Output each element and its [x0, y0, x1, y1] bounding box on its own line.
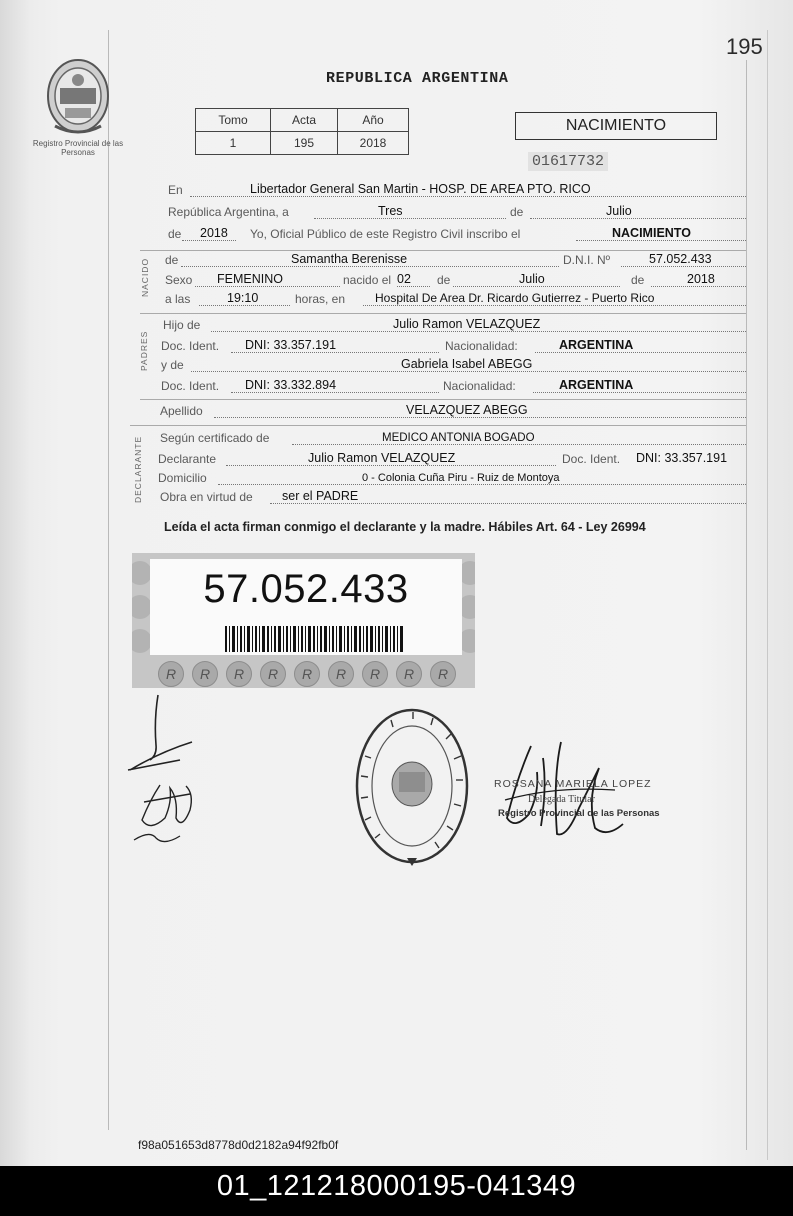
- domicilio-value: 0 - Colonia Cuña Piru - Ruiz de Montoya: [362, 472, 560, 484]
- apellido-value: VELAZQUEZ ABEGG: [406, 403, 528, 417]
- father-doc: DNI: 33.357.191: [245, 338, 337, 352]
- domicilio-label: Domicilio: [158, 471, 207, 485]
- mother-doc-label: Doc. Ident.: [161, 379, 220, 393]
- section-divider: [140, 399, 746, 400]
- document-title: REPUBLICA ARGENTINA: [326, 70, 509, 87]
- dni-label: D.N.I. Nº: [563, 253, 611, 267]
- sticker-watermark-row: [132, 659, 475, 687]
- watermark-r: R: [396, 661, 422, 687]
- registrar-role: Delegada Titular: [528, 794, 595, 805]
- birth-de2-label: de: [631, 273, 645, 287]
- birth-month: Julio: [519, 272, 545, 286]
- line-date: [168, 203, 746, 222]
- father-name: Julio Ramon VELAZQUEZ: [393, 317, 541, 331]
- inscribo-value: NACIMIENTO: [612, 226, 691, 240]
- watermark-r: R: [362, 661, 388, 687]
- watermark-r: R: [192, 661, 218, 687]
- side-label-declarante: DECLARANTE: [133, 435, 143, 503]
- register-table: [195, 108, 409, 155]
- declarant-signature-icon: [120, 690, 210, 850]
- register-value-acta: 195: [271, 132, 338, 155]
- year-de-label: de: [168, 227, 182, 241]
- footer-document-id: 01_121218000195-041349: [216, 1170, 577, 1202]
- registrar-office: Registro Provincial de las Personas: [498, 808, 660, 819]
- official-stamp-icon: [353, 706, 471, 868]
- sexo-value: FEMENINO: [217, 272, 283, 286]
- certificado-label: Según certificado de: [160, 431, 270, 445]
- right-margin-line: [746, 60, 747, 1150]
- dni-value: 57.052.433: [649, 252, 712, 266]
- barcode-icon: [225, 626, 405, 652]
- y-de-label: y de: [161, 358, 184, 372]
- declarante-doc-label: Doc. Ident.: [562, 452, 621, 466]
- republica-label: República Argentina, a: [168, 205, 289, 219]
- month-value: Julio: [606, 204, 632, 218]
- obra-value: ser el PADRE: [282, 489, 359, 503]
- line-obra: [160, 488, 746, 507]
- line-sexo: [165, 271, 746, 290]
- de-label: de: [510, 205, 524, 219]
- declarante-name: Julio Ramon VELAZQUEZ: [308, 451, 456, 465]
- father-nac-label: Nacionalidad:: [445, 339, 518, 353]
- birth-de-label: de: [437, 273, 451, 287]
- page-edge-line: [767, 30, 768, 1160]
- hijo-label: Hijo de: [163, 318, 201, 332]
- nacido-label: nacido el: [343, 273, 392, 287]
- father-nationality: ARGENTINA: [559, 338, 634, 352]
- alas-label: a las: [165, 292, 191, 306]
- line-name: [165, 251, 746, 270]
- side-label-padres: PADRES: [139, 330, 149, 371]
- en-label: En: [168, 183, 183, 197]
- horas-label: horas, en: [295, 292, 346, 306]
- watermark-r: R: [294, 661, 320, 687]
- line-inscribo: [168, 225, 746, 244]
- name-de-label: de: [165, 253, 179, 267]
- birth-day: 02: [397, 272, 411, 286]
- mother-nationality: ARGENTINA: [559, 378, 634, 392]
- dni-sticker: [132, 553, 475, 688]
- sticker-label: [150, 559, 462, 655]
- provincial-seal-icon: [43, 56, 113, 136]
- time-value: 19:10: [227, 291, 259, 305]
- mother-name: Gabriela Isabel ABEGG: [401, 357, 533, 371]
- birth-place: Hospital De Area Dr. Ricardo Gutierrez - Puerto Rico: [375, 291, 655, 305]
- register-header-tomo: Tomo: [196, 109, 271, 132]
- child-name: Samantha Berenisse: [291, 252, 408, 266]
- section-divider: [140, 313, 746, 314]
- register-header-acta: Acta: [271, 109, 338, 132]
- line-hora: [165, 290, 746, 309]
- register-value-ano: 2018: [338, 132, 409, 155]
- register-header-ano: Año: [338, 109, 409, 132]
- line-declarante: [158, 450, 746, 469]
- father-doc-label: Doc. Ident.: [161, 339, 220, 353]
- line-certificado: [160, 429, 746, 448]
- document-hash: f98a051653d8778d0d2182a94f92fb0f: [138, 1138, 339, 1152]
- seal-caption: Registro Provincial de las Personas: [32, 139, 124, 157]
- act-type-box: NACIMIENTO: [515, 112, 717, 140]
- line-mother: [161, 356, 746, 375]
- register-value-tomo: 1: [196, 132, 271, 155]
- en-value: Libertador General San Martin - HOSP. DE AREA PTO. RICO: [250, 182, 591, 196]
- line-father-doc: [161, 337, 746, 356]
- birth-year: 2018: [687, 272, 715, 286]
- line-domicilio: [158, 469, 746, 488]
- watermark-r: R: [226, 661, 252, 687]
- yo-label: Yo, Oficial Público de este Registro Civil inscribo el: [250, 227, 521, 241]
- year-value: 2018: [200, 226, 228, 240]
- line-father: [163, 316, 746, 335]
- watermark-r: R: [430, 661, 456, 687]
- page-number: 195: [726, 34, 763, 59]
- line-mother-doc: [161, 377, 746, 396]
- mother-nac-label: Nacionalidad:: [443, 379, 516, 393]
- watermark-r: R: [328, 661, 354, 687]
- official-signature-icon: [495, 738, 635, 843]
- declarante-doc: DNI: 33.357.191: [636, 451, 728, 465]
- mother-doc: DNI: 33.332.894: [245, 378, 337, 392]
- watermark-r: R: [260, 661, 286, 687]
- closing-note: Leída el acta firman conmigo el declarante y la madre. Hábiles Art. 64 - Ley 26994: [164, 520, 646, 534]
- serial-number: 01617732: [528, 152, 608, 171]
- apellido-label: Apellido: [160, 404, 203, 418]
- declarante-label: Declarante: [158, 452, 217, 466]
- sexo-label: Sexo: [165, 273, 193, 287]
- watermark-r: R: [158, 661, 184, 687]
- day-value: Tres: [378, 204, 403, 218]
- side-label-nacido: NACIDO: [140, 257, 150, 297]
- line-en: [168, 181, 746, 200]
- sticker-dni-number: 57.052.433: [203, 567, 409, 611]
- registrar-name: ROSSANA MARIELA LOPEZ: [494, 778, 652, 790]
- line-apellido: [160, 402, 746, 421]
- left-margin-line: [108, 30, 109, 1130]
- section-divider: [130, 425, 746, 426]
- obra-label: Obra en virtud de: [160, 490, 253, 504]
- certificado-value: MEDICO ANTONIA BOGADO: [382, 432, 535, 444]
